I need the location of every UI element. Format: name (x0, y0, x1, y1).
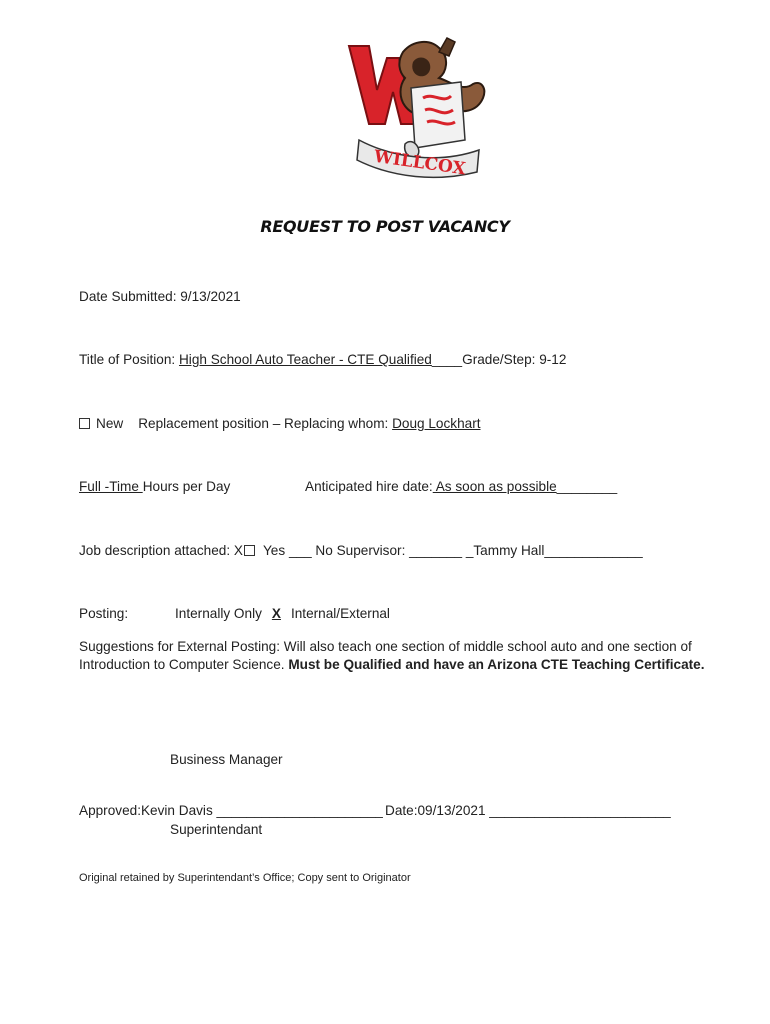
hire-date-blank: ________ (556, 479, 618, 494)
position-type-row (79, 416, 481, 431)
internal-only-label: Internally Only (175, 606, 262, 621)
date-submitted-value: 9/13/2021 (180, 289, 241, 304)
grade-label: Grade/Step: (462, 352, 540, 367)
no-label: No (315, 543, 333, 558)
posting-row (79, 606, 128, 621)
replacing-whom-value: Doug Lockhart (392, 416, 481, 431)
suggestions-paragraph (79, 638, 719, 674)
suggestions-text: Suggestions for External Posting: Will also teach one section of middle school auto and one section of Introduction to Computer Science. (79, 639, 692, 672)
footer-note: Original retained by Superintendant’s Office; Copy sent to Originator (79, 872, 411, 884)
replacement-label: Replacement position – Replacing whom: (138, 416, 393, 431)
hire-date-value: As soon as possible (432, 479, 557, 494)
new-checkbox[interactable] (79, 418, 90, 429)
business-manager-label: Business Manager (170, 752, 283, 767)
hire-date-row (305, 479, 617, 494)
position-label: Title of Position: (79, 352, 179, 367)
logo-text: WILLCOX (372, 146, 467, 180)
job-description-label: Job description attached: X (79, 543, 243, 558)
approval-text: Approved:Kevin Davis ______________________ (79, 803, 383, 818)
posting-options (175, 606, 390, 621)
posting-mark: X (271, 606, 281, 621)
date-submitted-label: Date Submitted: (79, 289, 181, 304)
yes-label: Yes (262, 543, 286, 558)
position-blank: ____ (431, 352, 463, 367)
approval-date-row (385, 803, 671, 818)
position-value: High School Auto Teacher - CTE Qualified (178, 352, 432, 367)
job-description-row (79, 543, 643, 558)
supervisor-label: Supervisor: (336, 543, 410, 558)
hours-label: Hours per Day (142, 479, 231, 494)
supervisor-blank: _______ (409, 543, 463, 558)
supervisor-value: _Tammy Hall_____________ (462, 543, 643, 558)
no-blank: ___ (288, 543, 312, 558)
page-title: REQUEST TO POST VACANCY (260, 217, 510, 236)
approval-date-text: Date:09/13/2021 ________________________ (385, 803, 671, 818)
hours-value: Full -Time (79, 479, 143, 494)
willcox-logo (343, 32, 493, 182)
position-row (79, 352, 566, 367)
new-label: New (96, 416, 124, 431)
yes-checkbox[interactable] (244, 545, 255, 556)
superintendant-label: Superintendant (170, 822, 263, 837)
date-submitted-row (79, 289, 241, 304)
posting-label: Posting: (79, 606, 129, 621)
internal-external-label: Internal/External (290, 606, 390, 621)
hours-row (79, 479, 230, 494)
hire-date-label: Anticipated hire date: (305, 479, 433, 494)
approval-row (79, 803, 383, 818)
grade-value: 9-12 (539, 352, 567, 367)
suggestions-bold: Must be Qualified and have an Arizona CTE Teaching Certificate. (288, 657, 705, 672)
